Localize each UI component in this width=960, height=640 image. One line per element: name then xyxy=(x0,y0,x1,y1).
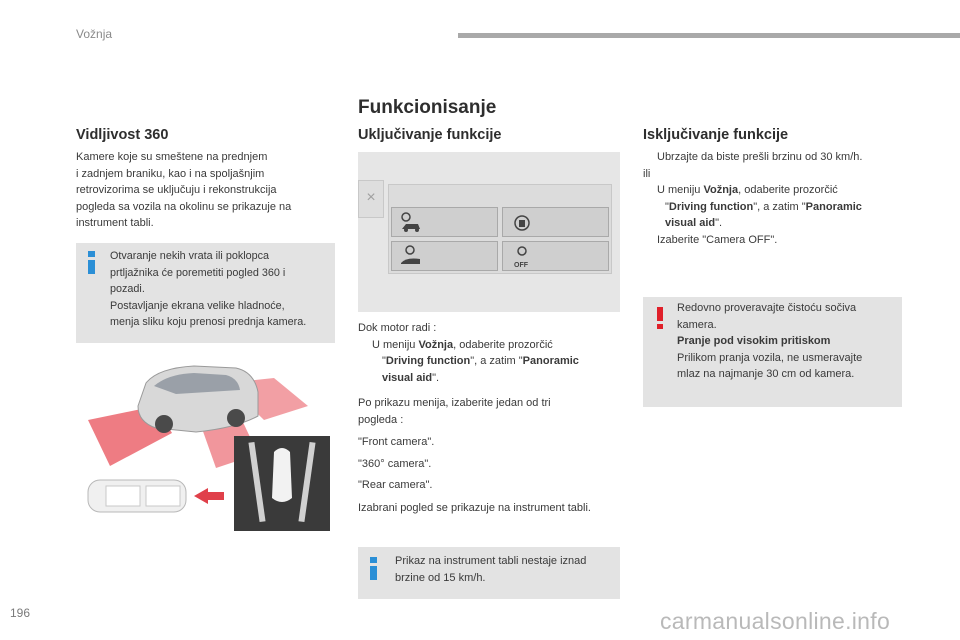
step-text: , odaberite prozorčić xyxy=(738,184,838,196)
choose-text xyxy=(358,395,620,428)
info-icon xyxy=(370,557,377,580)
360-camera-button[interactable] xyxy=(502,207,609,237)
step-line xyxy=(643,215,905,232)
or-text: ili xyxy=(643,167,651,180)
info-line: Postavljanje ekrana velike hladnoće, xyxy=(110,299,285,312)
left-body-line: Kamere koje su smeštene na prednjem xyxy=(76,151,268,163)
step-text: U meniju xyxy=(657,184,704,196)
step-drive: Driving function xyxy=(668,200,754,213)
option-rear: "Rear camera". xyxy=(358,479,433,491)
info-line: pozadi. xyxy=(110,283,145,295)
step-text: ", a zatim " xyxy=(470,355,523,367)
info-icon xyxy=(88,251,95,274)
step-text: ". xyxy=(432,371,440,384)
wheel xyxy=(155,415,173,433)
step-menu: Vožnja xyxy=(418,338,454,351)
step-text: ", a zatim " xyxy=(753,200,806,213)
selected-text: Izabrani pogled se prikazuje na instrument tabli. xyxy=(358,502,591,514)
rear-camera-button[interactable] xyxy=(391,241,498,271)
info-line: Otvaranje nekih vrata ili poklopca xyxy=(110,250,270,262)
middle-info-box xyxy=(358,547,620,599)
info-line: menja sliku koju prenosi prednja kamera. xyxy=(110,316,307,328)
menu-screen xyxy=(388,184,612,274)
right-heading: Isključivanje funkcije xyxy=(643,127,789,143)
left-heading: Vidljivost 360 xyxy=(76,127,169,143)
step-text: " xyxy=(665,200,669,213)
intro-text: Dok motor radi : xyxy=(358,322,437,334)
step-text: " xyxy=(382,355,386,367)
left-body-line: retrovizorima se uključuju i rekonstrukcija xyxy=(76,184,277,196)
warning-line: Prilikom pranja vozila, ne usmeravajte xyxy=(677,351,863,364)
left-body-line: i zadnjem braniku, kao i na spoljašnjim xyxy=(76,167,265,180)
wheel xyxy=(227,409,245,427)
camera-off-label: OFF xyxy=(514,262,528,269)
left-body-line: instrument tabli. xyxy=(76,217,154,229)
option-360: "360° camera". xyxy=(358,458,432,470)
choose-line: pogleda : xyxy=(358,413,404,426)
step-line xyxy=(358,370,620,387)
right-steps xyxy=(643,149,905,248)
step-drive: Driving function xyxy=(385,355,471,367)
warning-subheading: Pranje pod visokim pritiskom xyxy=(677,335,831,347)
info-line: Prikaz na instrument tabli nestaje iznad xyxy=(395,555,587,567)
step-line xyxy=(643,199,905,216)
step-pano2: visual aid xyxy=(382,371,433,384)
warning-line: kamera. xyxy=(677,318,717,331)
step-line xyxy=(358,337,620,354)
car-top-view xyxy=(272,448,292,502)
step-text: , odaberite prozorčić xyxy=(453,338,553,351)
step-pano2: visual aid xyxy=(665,217,716,229)
step-text: Ubrzajte da biste prešli brzinu od 30 km/h. xyxy=(657,151,863,163)
page-number: 196 xyxy=(10,606,31,620)
section-title: Vožnja xyxy=(76,27,113,41)
mirror-illustration xyxy=(88,480,224,512)
info-line: prtljažnika će poremetiti pogled 360 i xyxy=(110,266,286,279)
front-camera-icon xyxy=(396,209,426,237)
step-text: Izaberite "Camera OFF". xyxy=(657,233,778,246)
step-line xyxy=(358,353,620,370)
left-body-line: pogleda sa vozila na okolinu se prikazuje na xyxy=(76,200,292,213)
info-line: brzine od 15 km/h. xyxy=(395,571,486,584)
360-camera-icon xyxy=(507,209,537,237)
watermark: carmanualsonline.info xyxy=(660,608,891,634)
step-pano: Panoramic xyxy=(805,200,862,213)
front-camera-button[interactable] xyxy=(391,207,498,237)
camera-off-button[interactable] xyxy=(502,241,609,271)
car-camera-illustration xyxy=(76,358,336,533)
left-info-box xyxy=(76,243,335,343)
header-divider xyxy=(458,33,960,38)
close-icon[interactable]: × xyxy=(358,180,384,218)
arrow-icon xyxy=(194,488,224,504)
menu-screenshot xyxy=(358,152,620,312)
step-menu: Vožnja xyxy=(703,184,739,196)
middle-heading: Uključivanje funkcije xyxy=(358,127,502,143)
step-line xyxy=(643,232,905,249)
step-pano: Panoramic xyxy=(522,355,579,367)
middle-steps xyxy=(358,320,620,386)
step-line xyxy=(643,182,905,199)
rear-camera-icon xyxy=(396,243,426,271)
step-line xyxy=(643,149,905,166)
warning-icon xyxy=(657,307,663,329)
choose-line: Po prikazu menija, izaberite jedan od tri xyxy=(358,397,551,409)
option-front: "Front camera". xyxy=(358,436,435,448)
step-text: ". xyxy=(715,217,723,229)
left-body xyxy=(76,149,331,232)
page-title: Funkcionisanje xyxy=(358,97,497,118)
camera-off-icon xyxy=(507,243,537,271)
warning-box xyxy=(643,297,902,407)
warning-line: Redovno proveravajte čistoću sočiva xyxy=(677,302,857,314)
step-text: U meniju xyxy=(372,338,419,351)
warning-line: mlaz na najmanje 30 cm od kamera. xyxy=(677,368,855,380)
